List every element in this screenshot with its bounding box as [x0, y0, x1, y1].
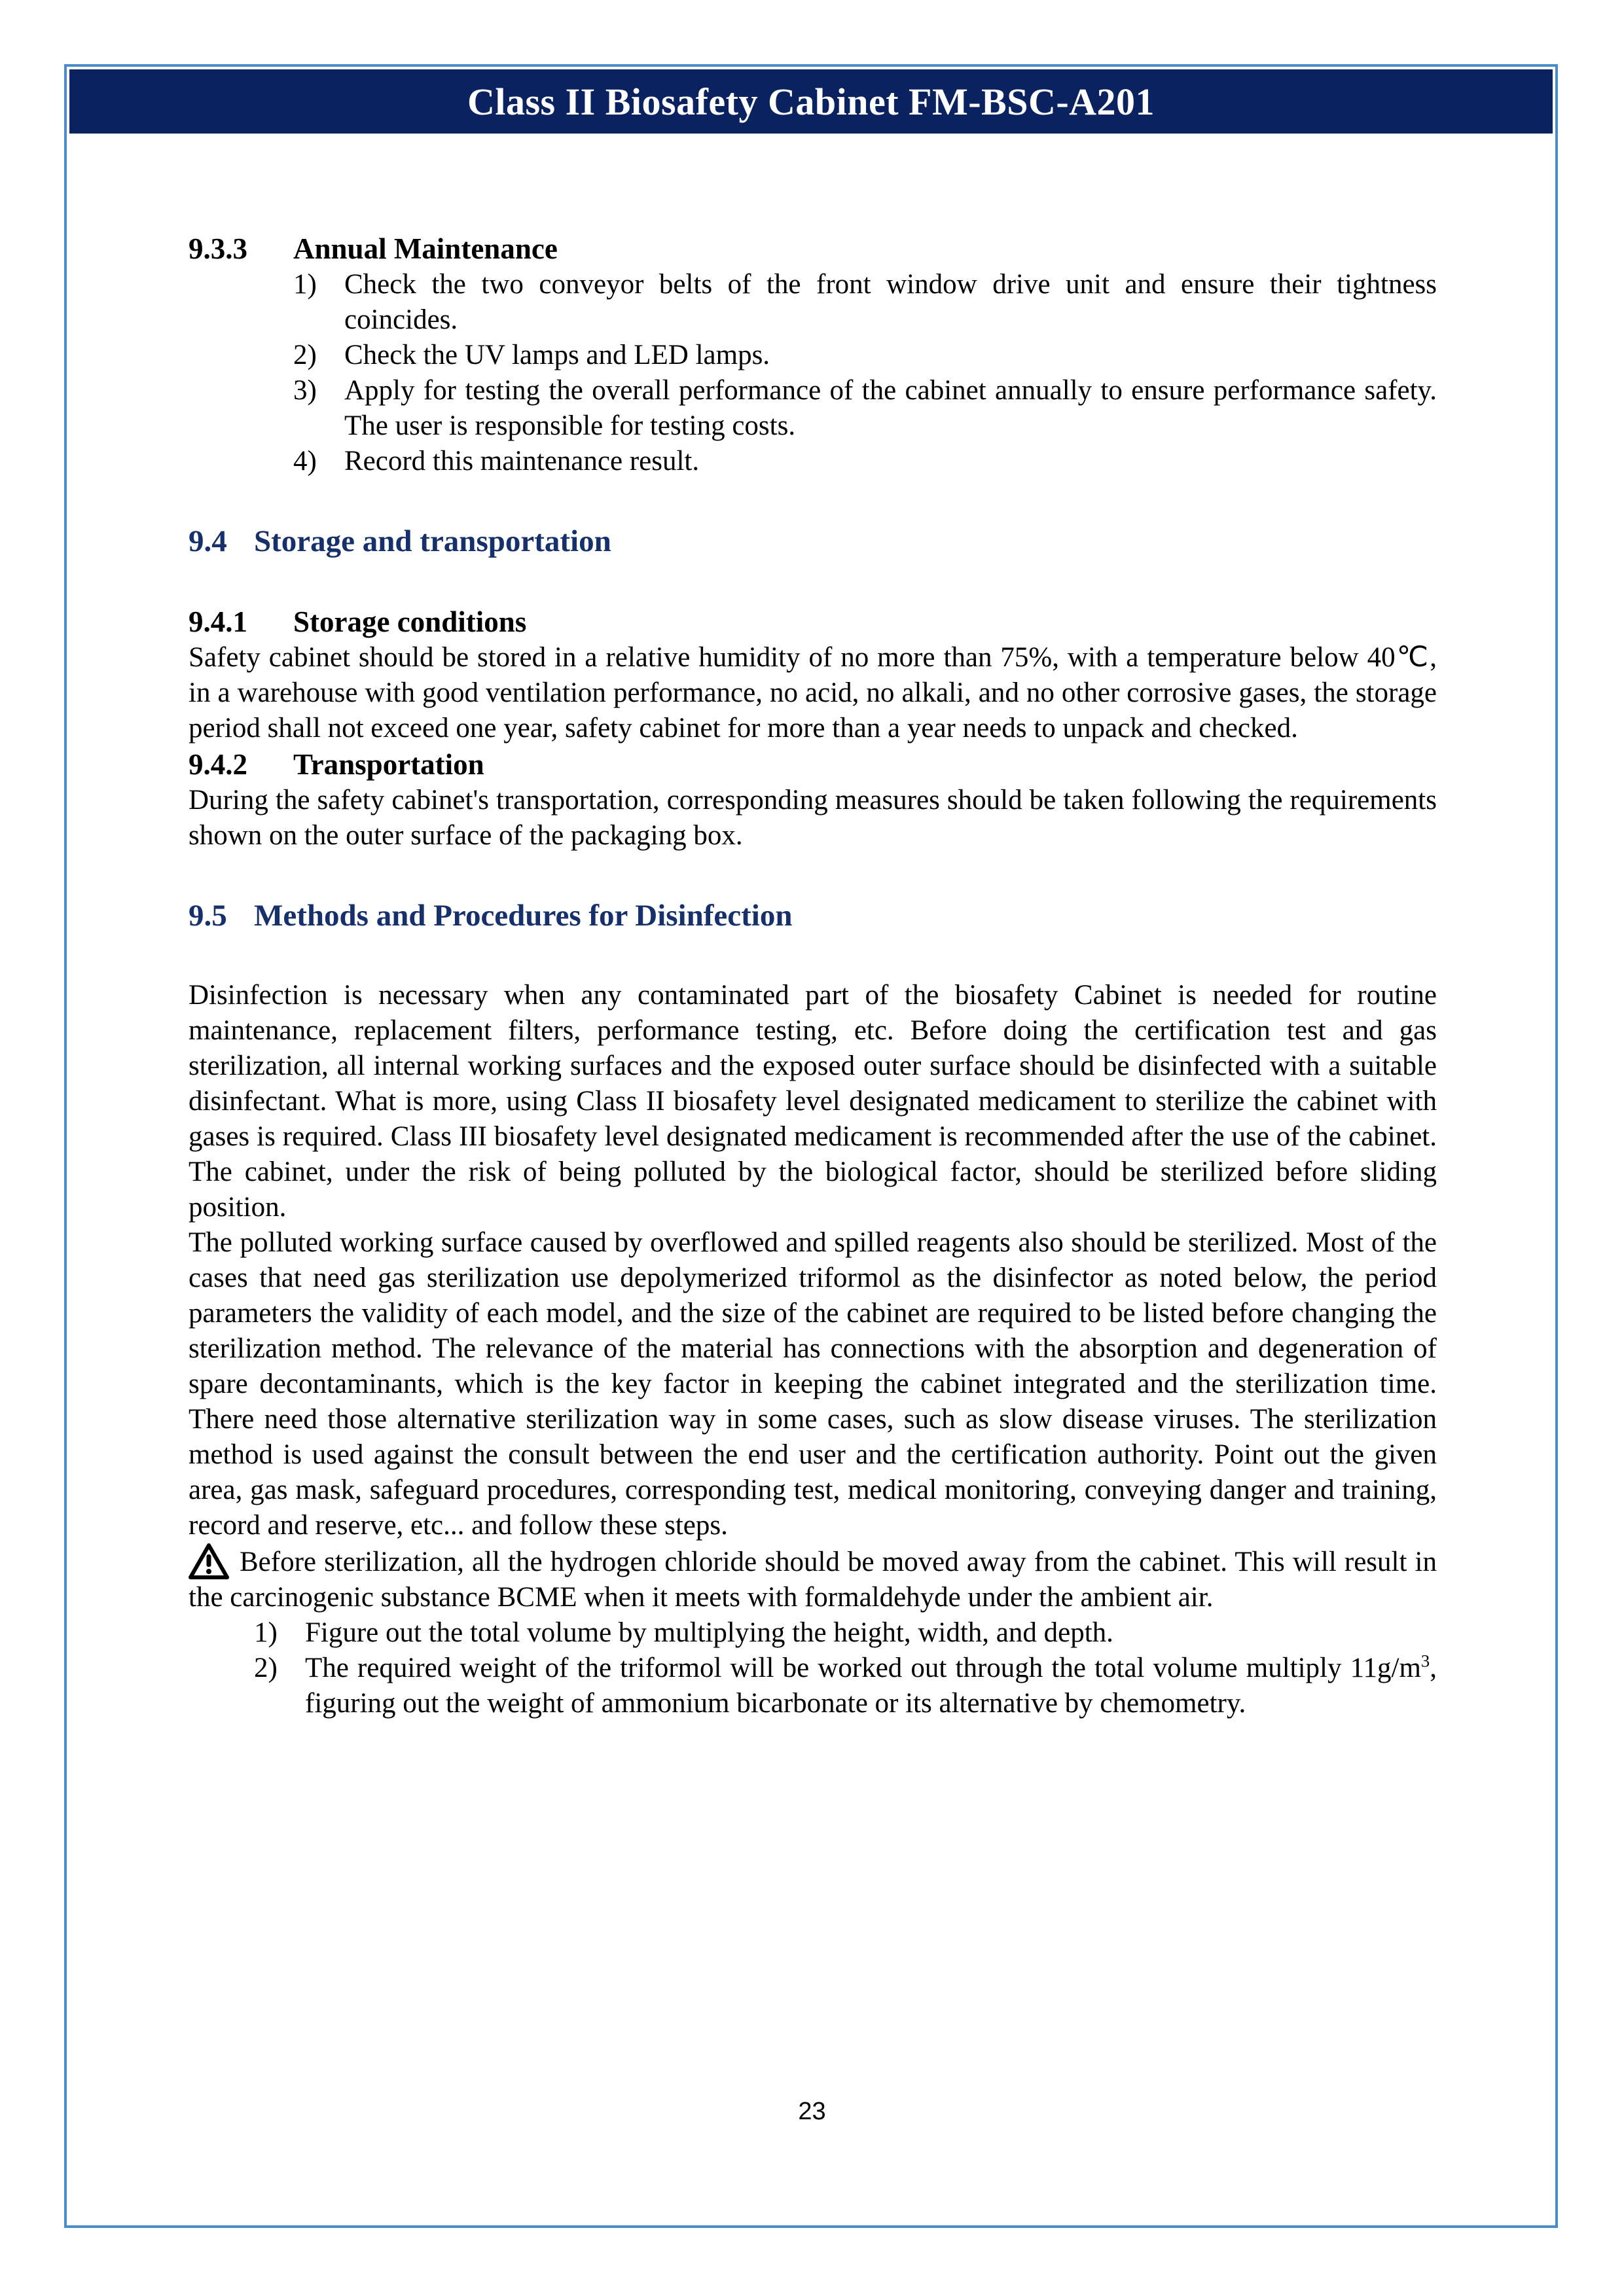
heading-9-4-2-title: Transportation	[293, 748, 484, 781]
list-item	[293, 267, 1437, 338]
list-item	[293, 373, 1437, 444]
document-header-banner	[69, 69, 1553, 134]
list-item-text: Check the two conveyor belts of the front window drive unit and ensure their tightness coincides.	[344, 269, 1437, 335]
list-item-text: Check the UV lamps and LED lamps.	[344, 340, 770, 370]
list-item-text-before: The required weight of the triformol will be worked out through the total volume multiply 11g/m	[305, 1653, 1421, 1683]
heading-9-5-title: Methods and Procedures for Disinfection	[254, 899, 793, 933]
list-item-marker: 3)	[293, 375, 317, 406]
warning-note-text: Before sterilization, all the hydrogen chloride should be moved away from the cabinet. This will result in the carcinogenic substance BCME when it meets with formaldehyde under the ambient air.	[189, 1547, 1437, 1613]
list-item	[254, 1615, 1437, 1651]
list-item	[293, 338, 1437, 373]
heading-9-4-number: 9.4	[189, 524, 227, 558]
spacer	[189, 853, 1437, 897]
warning-note	[189, 1543, 1437, 1615]
spacer	[189, 935, 1437, 978]
paragraph-storage-conditions: Safety cabinet should be stored in a relative humidity of no more than 75%, with a temperature below 40℃, in a warehouse with good ventilation performance, no acid, no alkali, and no other corrosive gases, the storage period shall not exceed one year, safety cabinet for more than a year needs to unpack and checked.	[189, 642, 1437, 744]
heading-9-4-1-number: 9.4.1	[189, 605, 247, 638]
heading-9-3-3-number: 9.3.3	[189, 232, 247, 265]
list-item	[254, 1651, 1437, 1721]
list-item-marker: 1)	[293, 269, 317, 300]
list-item-text: Apply for testing the overall performance of the cabinet annually to ensure performance safety. The user is responsible for testing costs.	[344, 375, 1437, 441]
superscript-exponent: 3	[1420, 1651, 1430, 1671]
list-item-text: Figure out the total volume by multiplying the height, width, and depth.	[305, 1617, 1113, 1648]
heading-9-3-3	[189, 230, 1437, 267]
heading-9-4-1	[189, 603, 1437, 640]
heading-9-5-number: 9.5	[189, 899, 227, 933]
page-number: 23	[798, 2098, 826, 2125]
paragraph-disinfection-1: Disinfection is necessary when any contaminated part of the biosafety Cabinet is needed for routine maintenance, replacement filters, performance testing, etc. Before doing the certification test and gas sterilization, all internal working surfaces and the exposed outer surface should be disinfected with a suitable disinfectant. What is more, using Class II biosafety level designated medicament to sterilize the cabinet with gases is required. Class III biosafety level designated medicament is recommended after the use of the cabinet. The cabinet, under the risk of being polluted by the biological factor, should be sterilized before sliding position.	[189, 980, 1437, 1223]
paragraph-transportation: During the safety cabinet's transportation, corresponding measures should be taken following the requirements shown on the outer surface of the packaging box.	[189, 785, 1437, 851]
list-item-marker: 2)	[254, 1653, 278, 1683]
heading-9-4	[189, 522, 1437, 560]
spacer	[189, 560, 1437, 603]
list-item-text: Record this maintenance result.	[344, 446, 700, 476]
heading-9-4-1-title: Storage conditions	[293, 605, 527, 638]
spacer	[189, 479, 1437, 522]
list-item-marker: 1)	[254, 1617, 278, 1648]
heading-9-5	[189, 897, 1437, 935]
list-item-marker: 4)	[293, 446, 317, 476]
list-item	[293, 444, 1437, 479]
heading-9-4-2	[189, 746, 1437, 783]
list-disinfection-steps	[254, 1615, 1437, 1721]
warning-triangle-icon	[189, 1543, 229, 1580]
list-item-marker: 2)	[293, 340, 317, 370]
heading-9-3-3-title: Annual Maintenance	[293, 232, 558, 265]
list-annual-maintenance	[293, 267, 1437, 479]
heading-9-4-title: Storage and transportation	[254, 524, 611, 558]
heading-9-4-2-number: 9.4.2	[189, 748, 247, 781]
list-item-text-after: , figuring out the weight of ammonium bicarbonate or its alternative by chemometry.	[305, 1653, 1437, 1719]
document-title: Class II Biosafety Cabinet FM-BSC-A201	[467, 80, 1155, 123]
document-content	[189, 230, 1437, 1721]
paragraph-disinfection-2: The polluted working surface caused by overflowed and spilled reagents also should be sterilized. Most of the cases that need gas sterilization use depolymerized triformol as the disinfector as noted below, the period parameters the validity of each model, and the size of the cabinet are required to be listed before changing the sterilization method. The relevance of the material has connections with the absorption and degeneration of spare decontaminants, which is the key factor in keeping the cabinet integrated and the sterilization time. There need those alternative sterilization way in some cases, such as slow disease viruses. The sterilization method is used against the consult between the end user and the certification authority. Point out the given area, gas mask, safeguard procedures, corresponding test, medical monitoring, conveying danger and training, record and reserve, etc... and follow these steps.	[189, 1227, 1437, 1541]
